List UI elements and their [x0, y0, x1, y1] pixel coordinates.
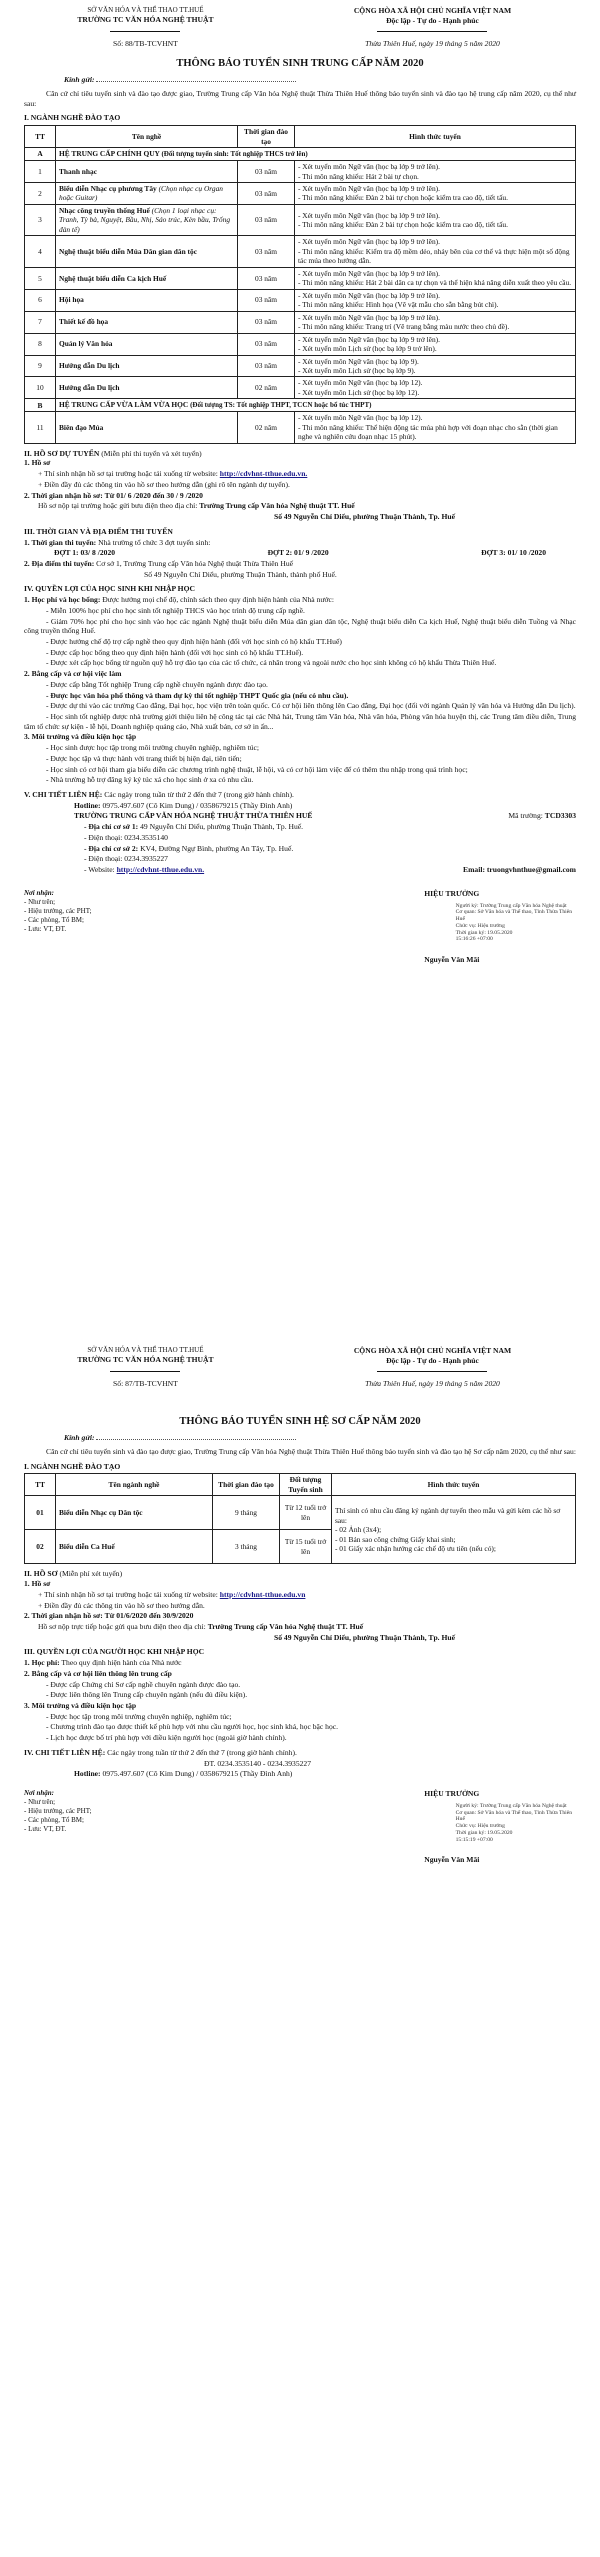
- cell-tt: 10: [25, 377, 56, 399]
- cell-form: - Xét tuyển môn Ngữ văn (học bạ lớp 9 trở lên). - Thi môn năng khiếu: Kiểm tra độ mềm dẻo, nhảy bên của cơ thể và thực hiện một số động tác múa theo hướng dẫn.: [295, 236, 576, 267]
- label: 1. Thời gian thi tuyển:: [24, 537, 97, 547]
- list-item: - Được cấp Chứng chỉ Sơ cấp nghề chuyên ngành được đào tạo.: [46, 1679, 241, 1689]
- list-item: - Các phòng, Tổ BM;: [24, 915, 84, 924]
- list-item: + Điền đầy đủ các thông tin vào hồ sơ theo hướng dẫn.: [38, 1600, 205, 1610]
- text: + Thí sinh nhận hồ sơ tại trường hoặc tải xuống từ website:: [38, 469, 218, 479]
- section-note: (Miễn phí xét tuyển): [59, 1569, 123, 1579]
- cell-name: [56, 311, 238, 333]
- group-note: (Đối tượng tuyển sinh: Tốt nghiệp THCS trở lên): [161, 150, 308, 159]
- label: Hotline:: [74, 800, 101, 810]
- national-motto: Độc lập - Tự do - Hạnh phúc: [386, 1355, 479, 1365]
- program-name: Thiết kế đồ họa: [59, 317, 109, 327]
- list-item: [24, 559, 576, 569]
- list-item: - Nhà trường hỗ trợ đăng ký ký túc xá cho học sinh ở xa có nhu cầu.: [46, 775, 254, 785]
- subsection-heading: 3. Môi trường và điều kiện học tập: [24, 1701, 137, 1711]
- address-name: Trường Trung cấp Văn hóa Nghệ thuật TT. Huế: [207, 1622, 364, 1631]
- national-title: CỘNG HÒA XÃ HỘI CHỦ NGHĨA VIỆT NAM: [353, 1346, 512, 1355]
- divider: [110, 1371, 180, 1372]
- value: Từ 01/ 6 /2020 đến 30 / 9 /2020: [104, 490, 203, 500]
- list-item: - Như trên;: [24, 897, 56, 906]
- cell-form: - Xét tuyển môn Ngữ văn (học bạ lớp 9). - Xét tuyển môn Lịch sử (học bạ lớp 9).: [295, 355, 576, 377]
- subsection-heading: 2. Bằng cấp và cơ hội việc làm: [24, 669, 122, 679]
- list-item: [24, 491, 576, 501]
- document-header: [24, 1346, 576, 1375]
- national-title: CỘNG HÒA XÃ HỘI CHỦ NGHĨA VIỆT NAM: [353, 6, 512, 15]
- value: Cơ sở 1, Trường Trung cấp Văn hóa Nghệ thuật Thừa Thiên Huế: [96, 558, 293, 568]
- cell-duration: 03 năm: [238, 289, 295, 311]
- value: 0975.497.607 (Cô Kim Dung) / 0358679215 (Thầy Đình Anh): [102, 1769, 293, 1779]
- school-line: [24, 811, 576, 821]
- program-name: Hướng dẫn Du lịch: [59, 383, 120, 393]
- table-row: [25, 289, 576, 311]
- section-heading: III. QUYỀN LỢI CỦA NGƯỜI HỌC KHI NHẬP HỌC: [24, 1647, 205, 1657]
- program-name: Hướng dẫn Du lịch: [59, 361, 120, 371]
- section-title: V. CHI TIẾT LIÊN HỆ:: [24, 790, 103, 800]
- list-item: [24, 595, 576, 605]
- label: Nơi nhận:: [24, 888, 55, 897]
- list-item: - Được liên thông lên Trung cấp chuyên ngành (nếu đủ điều kiện).: [46, 1690, 248, 1700]
- signer-name: Nguyễn Văn Mãi: [424, 1854, 480, 1864]
- cell-name: [56, 412, 238, 443]
- cell-name: Biểu diễn Ca Huế: [56, 1530, 213, 1564]
- subsection-heading: 2. Bằng cấp và cơ hội liên thông lên trung cấp: [24, 1668, 172, 1678]
- label: Hotline:: [74, 1769, 101, 1779]
- list-item: [24, 501, 576, 511]
- agency-name: SỞ VĂN HÓA VÀ THỂ THAO TT.HUẾ: [87, 1346, 204, 1354]
- list-item: - Được cấp bằng Tốt nghiệp Trung cấp nghề chuyên ngành được đào tạo.: [46, 679, 268, 689]
- value: KV4, Đường Ngự Bình, phường An Tây, Tp. Huế.: [140, 843, 294, 853]
- label: - Địa chỉ cơ sở 2:: [84, 843, 139, 853]
- value: Từ 01/6/2020 đến 30/9/2020: [104, 1611, 194, 1621]
- school-name: TRƯỜNG TC VĂN HÓA NGHỆ THUẬT: [77, 1354, 214, 1364]
- col-name: Tên nghề: [56, 126, 238, 148]
- cell-tt: 1: [25, 161, 56, 183]
- address-1: [24, 822, 576, 832]
- agency-name: SỞ VĂN HÓA VÀ THỂ THAO TT.HUẾ: [87, 6, 204, 14]
- list-item: [24, 538, 576, 548]
- program-name: Nhạc công truyền thống Huế: [59, 205, 150, 215]
- program-name: Hội họa: [59, 295, 84, 305]
- cell-tt: 3: [25, 204, 56, 235]
- program-detail: (Chọn 1 loại nhạc cụ: Tranh, Tỳ bà, Nguyệt, Bầu, Nhị, Sáo trúc, Kèn bầu, Trống đàn tế): [59, 205, 231, 234]
- table-row: [25, 236, 576, 267]
- label: Mã trường:: [508, 811, 543, 821]
- list-item: [24, 1611, 576, 1621]
- list-item: - Được dự thi vào các trường Cao đẳng, Đại học, học viện trên toàn quốc. Có cơ hội liên thông lên Cao đẳng, Đại học (đối với ngành Quản lý văn hóa và Hướng dẫn Du lịch).: [46, 701, 576, 711]
- label: - Địa chỉ cơ sở 1:: [84, 822, 139, 832]
- subsection-heading: 1. Hồ sơ: [24, 1579, 51, 1589]
- cell-target: Từ 15 tuổi trở lên: [280, 1530, 332, 1564]
- cell-tt: 9: [25, 355, 56, 377]
- hotline: [24, 1769, 576, 1779]
- divider: [377, 1371, 487, 1372]
- signer: [328, 889, 576, 964]
- cell-duration: 03 năm: [238, 267, 295, 289]
- list-item: - Miễn 100% học phí cho học sinh tốt nghiệp THCS vào học trình độ trung cấp nghề.: [46, 605, 305, 615]
- value: Theo quy định hiện hành của Nhà nước: [61, 1658, 182, 1668]
- document-header: [24, 6, 576, 35]
- cell-name: [56, 377, 238, 399]
- section-heading: [24, 1748, 576, 1758]
- col-name: Tên ngành nghề: [56, 1474, 213, 1496]
- school-full-name: TRƯỜNG TRUNG CẤP VĂN HÓA NGHỆ THUẬT THỪA THIÊN HUẾ: [74, 811, 313, 821]
- list-item: - Như trên;: [24, 1798, 56, 1807]
- cell-tt: 4: [25, 236, 56, 267]
- cell-name: [56, 236, 238, 267]
- col-duration: Thời gian đào tạo: [213, 1474, 280, 1496]
- doc-date: Thừa Thiên Huế, ngày 19 tháng 5 năm 2020: [365, 39, 500, 49]
- col-form: Hình thức tuyển: [332, 1474, 576, 1496]
- group-id: B: [25, 399, 56, 412]
- table-row: [25, 161, 576, 183]
- col-target: Đối tượng Tuyển sinh: [280, 1474, 332, 1496]
- list-item: + Điền đầy đủ các thông tin vào hồ sơ theo hướng dẫn (ghi rõ tên ngành dự tuyển).: [38, 479, 290, 489]
- section-note: Các ngày trong tuần từ thứ 2 đến thứ 7 (trong giờ hành chính).: [107, 1747, 297, 1757]
- list-item: [24, 1590, 576, 1600]
- section-heading: III. THỜI GIAN VÀ ĐỊA ĐIỂM THI TUYỂN: [24, 526, 173, 536]
- group-name: HỆ TRUNG CẤP VỪA LÀM VỪA HỌC: [59, 400, 189, 410]
- list-item: - Hiệu trưởng, các PHT;: [24, 906, 92, 915]
- cell-tt: 8: [25, 333, 56, 355]
- cell-duration: 03 năm: [238, 333, 295, 355]
- intro-paragraph: Căn cứ chỉ tiêu tuyển sinh và đào tạo được giao, Trường Trung cấp Văn hóa Nghệ thuật Thừa Thiên Huế thông báo tuyển sinh và đào tạo hệ trung cấp năm 2020, cụ thể như sau:: [24, 89, 576, 108]
- cell-duration: 02 năm: [238, 377, 295, 399]
- group-note: (Đối tượng TS: Tốt nghiệp THPT, TCCN hoặc bổ túc THPT): [190, 401, 372, 410]
- value: 49 Nguyễn Chí Diểu, phường Thuận Thành, Tp. Huế.: [140, 822, 304, 832]
- label: 2. Địa điểm thi tuyển:: [24, 558, 95, 568]
- cell-form: Thí sinh có nhu cầu đăng ký ngành dự tuyển theo mẫu và gửi kèm các hồ sơ sau: - 02 Ảnh (3x4); - 01 Bản sao công chứng Giấy khai sinh; - 01 Giấy xác nhận hướng các chế độ ưu tiên (nếu có);: [332, 1496, 576, 1564]
- national-motto: Độc lập - Tự do - Hạnh phúc: [386, 15, 479, 25]
- intro-paragraph: Căn cứ chỉ tiêu tuyển sinh và đào tạo được giao, Trường Trung cấp Văn hóa Nghệ thuật Thừa Thiên Huế thông báo tuyển sinh và đào tạo hệ Sơ cấp năm 2020, cụ thể như sau:: [46, 1447, 576, 1457]
- list-item: [24, 469, 576, 479]
- list-item: - Được học tập trong môi trường chuyên nghiệp, nghiêm túc;: [46, 1711, 232, 1721]
- program-name: Biên đạo Múa: [59, 422, 104, 432]
- label: 1. Học phí:: [24, 1658, 60, 1668]
- cell-name: Biểu diễn Nhạc cụ Dân tộc: [56, 1496, 213, 1530]
- table-row: [25, 267, 576, 289]
- list-item: - Được cấp học bổng theo quy định hiện hành (đối với học sinh có hộ khẩu TT.Huế).: [46, 647, 304, 657]
- section-heading: [24, 1569, 576, 1579]
- list-item: - Hiệu trưởng, các PHT;: [24, 1806, 92, 1815]
- group-title: [56, 399, 576, 412]
- label: - Website:: [84, 865, 115, 875]
- recipients-list: [24, 889, 245, 964]
- round-2: ĐỢT 2: 01/ 9 /2020: [267, 548, 329, 558]
- list-item: - Các phòng, Tổ BM;: [24, 1815, 84, 1824]
- label: 2. Thời gian nhận hồ sơ:: [24, 1611, 103, 1621]
- web-email: [24, 865, 576, 875]
- group-row: [25, 399, 576, 412]
- group-title: [56, 148, 576, 161]
- group-name: HỆ TRUNG CẤP CHÍNH QUY: [59, 149, 160, 159]
- program-name: Quản lý Văn hóa: [59, 339, 113, 349]
- list-item: - Lịch học được bố trí phù hợp với điều kiện người học (ngoài giờ hành chính).: [46, 1733, 287, 1743]
- section-title: II. HỒ SƠ DỰ TUYỂN: [24, 448, 100, 458]
- cell-form: - Xét tuyển môn Ngữ văn (học bạ lớp 9 trở lên). - Thi môn năng khiếu: Đàn 2 bài tự chọn hoặc kiểm tra cao độ, tiết tấu.: [295, 204, 576, 235]
- cell-tt: 11: [25, 412, 56, 443]
- cell-tt: 2: [25, 183, 56, 205]
- table-row: [25, 377, 576, 399]
- list-item: [24, 1622, 576, 1632]
- label: Nơi nhận:: [24, 1789, 55, 1798]
- list-item: - Được học tập và thực hành với trang thiết bị hiện đại, tiên tiến;: [46, 753, 242, 763]
- address-name: Trường Trung cấp Văn hóa Nghệ thuật TT. Huế: [199, 501, 355, 511]
- signer-title: HIỆU TRƯỞNG: [424, 1789, 480, 1799]
- recipients-list: [24, 1789, 245, 1864]
- signature-block: [24, 889, 576, 964]
- list-item: - Học sinh được học tập trong môi trường chuyên nghiệp, nghiêm túc;: [46, 743, 260, 753]
- cell-duration: 03 năm: [238, 204, 295, 235]
- cell-form: - Xét tuyển môn Ngữ văn (học bạ lớp 9 trở lên). - Thi môn năng khiếu: Hình họa (Vẽ vật mẫu cho sẵn bằng bút chì).: [295, 289, 576, 311]
- subsection-heading: 3. Môi trường và điều kiện học tập: [24, 732, 137, 742]
- table-row: [25, 204, 576, 235]
- section-title: II. HỒ SƠ: [24, 1569, 58, 1579]
- section-heading: I. NGÀNH NGHỀ ĐÀO TẠO: [24, 113, 121, 123]
- cell-form: - Xét tuyển môn Ngữ văn (học bạ lớp 9 trở lên). - Thi môn năng khiếu: Hát 2 bài tự chọn.: [295, 161, 576, 183]
- section-note: (Miễn phí thi tuyển và xét tuyển): [101, 448, 202, 458]
- cell-form: - Xét tuyển môn Ngữ văn (học bạ lớp 12). - Thi môn năng khiếu: Thể hiện động tác múa phù hợp với đoạn nhạc cho sẵn (thời gian nghe và nghiên cứu đoạn nhạc 15 phút).: [295, 412, 576, 443]
- digital-signature-stamp: Người ký: Trường Trung cấp Văn hóa Nghệ thuật Cơ quan: Sở Văn hóa và Thể thao, Tỉnh Thừa Thiên Huế Chức vụ: Hiệu trưởng Thời gian ký: 19.05.2020 15:15:19 +07:00: [455, 1803, 573, 1843]
- cell-duration: 02 năm: [238, 412, 295, 443]
- table-row: [25, 412, 576, 443]
- website-link[interactable]: http://cdvhnt-tthue.edu.vn: [219, 1589, 306, 1599]
- program-detail: (Chọn nhạc cụ Organ hoặc Guitar): [59, 184, 223, 203]
- cell-tt: 7: [25, 311, 56, 333]
- col-tt: TT: [25, 1474, 56, 1496]
- signer-title: HIỆU TRƯỞNG: [424, 888, 480, 898]
- cell-form: - Xét tuyển môn Ngữ văn (học bạ lớp 9 trở lên). - Xét tuyển môn Lịch sử (học bạ lớp 9 trở lên).: [295, 333, 576, 355]
- hotline: [24, 801, 576, 811]
- cell-name: [56, 333, 238, 355]
- list-item: - Học sinh có cơ hội tham gia biểu diễn các chương trình nghệ thuật, lễ hội, và có cơ hội làm việc để có thêm thu nhập trong quá trình học;: [46, 764, 468, 774]
- cell-form: - Xét tuyển môn Ngữ văn (học bạ lớp 9 trở lên). - Thi môn năng khiếu: Trang trí (Vẽ trang bằng màu nước theo chủ đề).: [295, 311, 576, 333]
- signer-name: Nguyễn Văn Mãi: [424, 954, 480, 964]
- list-item: Số 49 Nguyễn Chí Diểu, phường Thuận Thành, thành phố Huế.: [144, 569, 337, 579]
- list-item: [24, 1658, 576, 1668]
- cell-tt: 5: [25, 267, 56, 289]
- group-id: A: [25, 148, 56, 161]
- doc-number: Số: 88/TB-TCVHNT: [113, 39, 178, 49]
- website-link[interactable]: http://cdvhnt-tthue.edu.vn.: [116, 865, 205, 875]
- text: Hồ sơ nộp trực tiếp hoặc gửi qua bưu điện theo địa chỉ:: [38, 1622, 206, 1631]
- program-name: Nghệ thuật biểu diễn Ca kịch Huế: [59, 273, 167, 283]
- cell-name: [56, 183, 238, 205]
- cell-tt: 01: [25, 1496, 56, 1530]
- cell-name: [56, 267, 238, 289]
- section-heading: [24, 449, 576, 459]
- cell-duration: 03 năm: [238, 161, 295, 183]
- recipient-blank: [96, 1432, 296, 1440]
- school-code: TCD3303: [544, 811, 576, 821]
- rounds: [24, 548, 576, 558]
- subsection-heading: 1. Hồ sơ: [24, 458, 51, 468]
- cell-name: [56, 289, 238, 311]
- section-heading: IV. QUYỀN LỢI CỦA HỌC SINH KHI NHẬP HỌC: [24, 584, 195, 594]
- program-name: Nghệ thuật biểu diễn Múa Dân gian dân tộc: [59, 246, 197, 256]
- cell-form: - Xét tuyển môn Ngữ văn (học bạ lớp 12). - Xét tuyển môn Lịch sử (học bạ lớp 12).: [295, 377, 576, 399]
- table-row: [25, 183, 576, 205]
- value: Được hưởng mọi chế độ, chính sách theo quy định hiện hành của Nhà nước:: [102, 595, 334, 605]
- cell-duration: 03 năm: [238, 183, 295, 205]
- divider: [377, 31, 487, 32]
- cell-duration: 3 tháng: [213, 1530, 280, 1564]
- page-title: THÔNG BÁO TUYỂN SINH HỆ SƠ CẤP NĂM 2020: [179, 1415, 421, 1427]
- cell-form: - Xét tuyển môn Ngữ văn (học bạ lớp 9 trở lên). - Thi môn năng khiếu: Hát 2 bài dân ca tự chọn và thể hiện khả năng diễn xuất theo yêu cầu.: [295, 267, 576, 289]
- divider: [110, 31, 180, 32]
- doc-number: Số: 87/TB-TCVHNT: [113, 1379, 178, 1389]
- col-duration: Thời gian đào tạo: [238, 126, 295, 148]
- digital-signature-stamp: Người ký: Trường Trung cấp Văn hóa Nghệ thuật Cơ quan: Sở Văn hóa và Thể thao, Tỉnh Thừa Thiên Huế Chức vụ: Hiệu trưởng Thời gian ký: 19.05.2020 15:16:26 +07:00: [455, 902, 573, 943]
- list-item: - Chương trình đào tạo được thiết kế phù hợp với nhu cầu người học, học sinh khá, học bậc học.: [46, 1722, 339, 1732]
- label: 1. Học phí và học bổng:: [24, 595, 101, 605]
- phone: ĐT. 0234.3535140 - 0234.3935227: [204, 1758, 312, 1768]
- programs-table: [24, 125, 576, 444]
- address-2: [24, 844, 576, 854]
- round-3: ĐỢT 3: 01/ 10 /2020: [481, 548, 546, 558]
- list-item: - Giảm 70% học phí cho học sinh vào học các ngành Nghệ thuật biểu diễn Múa dân gian dân tộc, Nghệ thuật biểu diễn Ca kịch Huế, Nghệ thuật biểu diễn Tuồng và Nhạc công truyền thống Huế.: [24, 616, 576, 636]
- website-link[interactable]: http://cdvhnt-tthue.edu.vn.: [219, 469, 308, 479]
- section-title: IV. CHI TIẾT LIÊN HỆ:: [24, 1747, 106, 1757]
- section-heading: [24, 790, 576, 800]
- cell-name: [56, 355, 238, 377]
- email-link[interactable]: truongvhnthue@gmail.com: [486, 865, 576, 875]
- signer: [328, 1789, 576, 1864]
- table-row: [25, 355, 576, 377]
- table-row: [25, 333, 576, 355]
- page-title: THÔNG BÁO TUYỂN SINH TRUNG CẤP NĂM 2020: [176, 57, 424, 69]
- notice-elementary: [0, 1342, 600, 1865]
- cell-tt: 02: [25, 1530, 56, 1564]
- recipient-label: Kính gửi:: [64, 1433, 95, 1443]
- value: 0975.497.607 (Cô Kim Dung) / 0358679215 (Thầy Đình Anh): [102, 800, 293, 810]
- school-name: TRƯỜNG TC VĂN HÓA NGHỆ THUẬT: [77, 14, 214, 24]
- label: Email:: [463, 865, 485, 875]
- cell-form: - Xét tuyển môn Ngữ văn (học bạ lớp 9 trở lên). - Thi môn năng khiếu: Đàn 2 bài tự chọn hoặc kiểm tra cao độ, tiết tấu.: [295, 183, 576, 205]
- cell-duration: 03 năm: [238, 236, 295, 267]
- cell-duration: 03 năm: [238, 311, 295, 333]
- program-name: Thanh nhạc: [59, 166, 97, 176]
- phone-2: - Điện thoại: 0234.3935227: [84, 854, 168, 864]
- list-item: - Được hưởng chế độ trợ cấp nghề theo quy định hiện hành (đối với học sinh có hộ khẩu TT.Huế): [46, 636, 342, 646]
- cell-duration: 03 năm: [238, 355, 295, 377]
- cell-name: [56, 161, 238, 183]
- col-form: Hình thức tuyển: [295, 126, 576, 148]
- cell-name: [56, 204, 238, 235]
- signature-block: [24, 1789, 576, 1864]
- section-heading: I. NGÀNH NGHỀ ĐÀO TẠO: [24, 1461, 121, 1471]
- text: Hồ sơ nộp tại trường hoặc gửi bưu điện theo địa chỉ:: [38, 501, 198, 511]
- programs-table-2: [24, 1473, 576, 1564]
- col-tt: TT: [25, 126, 56, 148]
- label: 2. Thời gian nhận hồ sơ:: [24, 490, 103, 500]
- list-item: - Được học văn hóa phổ thông và tham dự kỳ thi tốt nghiệp THPT Quốc gia (nếu có nhu cầu).: [46, 690, 349, 700]
- cell-tt: 6: [25, 289, 56, 311]
- recipient-blank: [96, 74, 296, 82]
- text: + Thí sinh nhận hồ sơ tại trường hoặc tải xuống từ website:: [38, 1589, 218, 1599]
- doc-date: Thừa Thiên Huế, ngày 19 tháng 5 năm 2020: [365, 1379, 500, 1389]
- cell-duration: 9 tháng: [213, 1496, 280, 1530]
- list-item: - Được xét cấp học bổng từ nguồn quỹ hỗ trợ đào tạo của các tổ chức, cá nhân trong và ngoài nước cho học sinh không có hộ khẩu Thừa Thiên Huế.: [46, 658, 497, 668]
- list-item: - Lưu: VT, ĐT.: [24, 1824, 67, 1833]
- value: Nhà trường tổ chức 3 đợt tuyển sinh:: [98, 537, 211, 547]
- address-line: Số 49 Nguyễn Chí Diểu, phường Thuận Thành, Tp. Huế: [274, 1632, 455, 1642]
- program-name: Biểu diễn Nhạc cụ phương Tây: [59, 184, 157, 194]
- round-1: ĐỢT 1: 03/ 8 /2020: [54, 548, 116, 558]
- table-row: [25, 311, 576, 333]
- address-line: Số 49 Nguyễn Chí Diểu, phường Thuận Thành, Tp. Huế: [274, 512, 455, 522]
- section-note: Các ngày trong tuần từ thứ 2 đến thứ 7 (trong giờ hành chính).: [104, 790, 294, 800]
- list-item: - Lưu: VT, ĐT.: [24, 924, 67, 933]
- recipient-label: Kính gửi:: [64, 75, 95, 85]
- group-row: [25, 148, 576, 161]
- phone-1: - Điện thoại: 0234.3535140: [84, 832, 168, 842]
- cell-target: Từ 12 tuổi trở lên: [280, 1496, 332, 1530]
- table-row: [25, 1496, 576, 1530]
- list-item: - Học sinh tốt nghiệp được nhà trường giới thiệu liên hệ công tác tại các Nhà hát, Trung tâm Văn hóa, Nhà văn hóa, Phòng văn hóa huyện thị, các Trung tâm điều diễn, Trung tâm tổ chức sự kiện - lễ hội, Doanh nghiệp quảng cáo, Nhà xuất bản, cơ sở in ấn...: [24, 712, 576, 731]
